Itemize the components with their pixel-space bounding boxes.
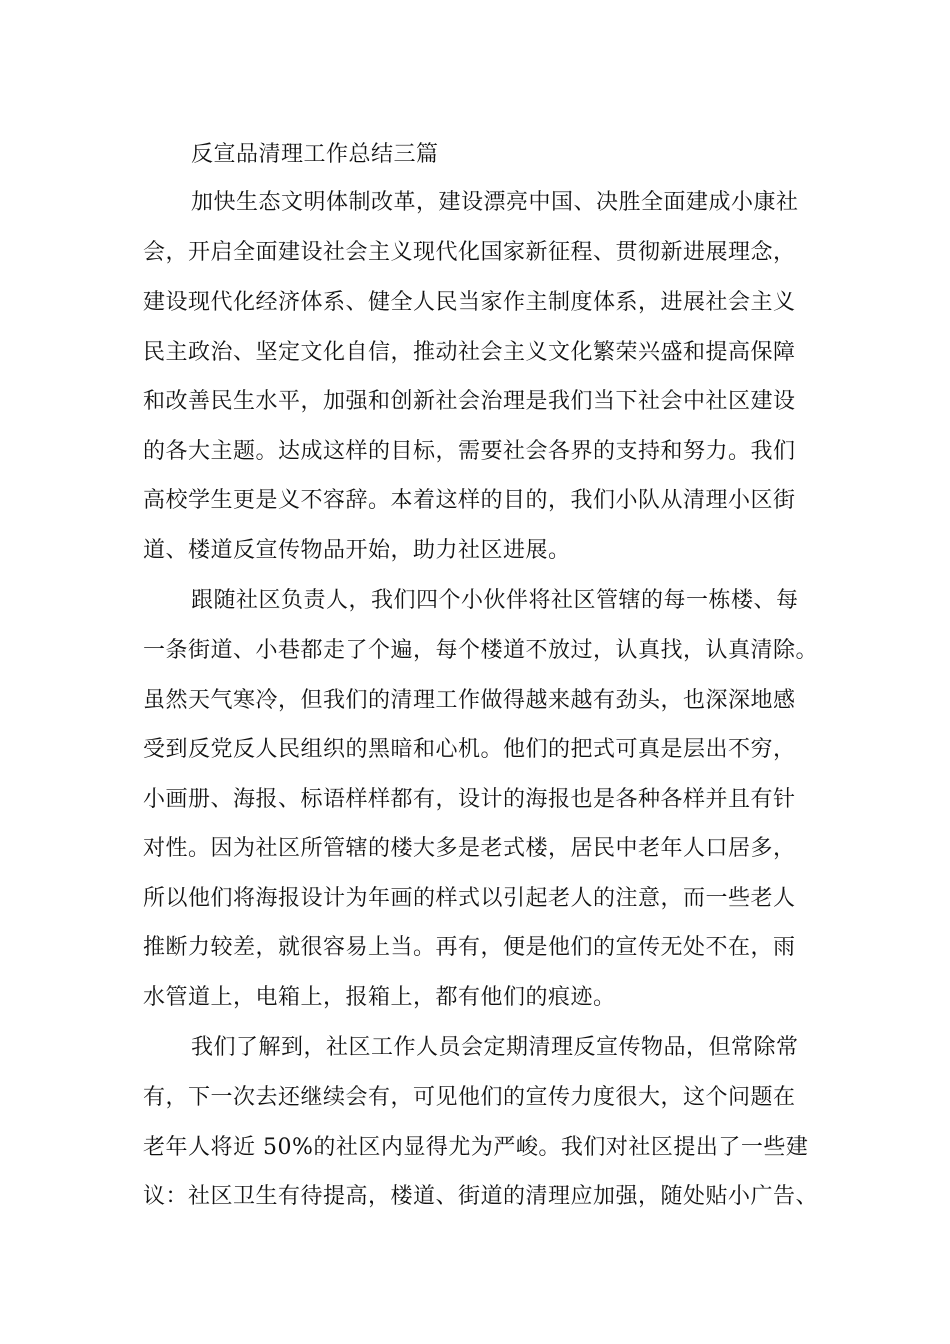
text-line: 跟随社区负责人，我们四个小伙伴将社区管辖的每一栋楼、每 <box>191 588 799 613</box>
text-line: 一条街道、小巷都走了个遍，每个楼道不放过，认真找，认真清除。 <box>143 638 819 663</box>
text-line: 加快生态文明体制改革，建设漂亮中国、决胜全面建成小康社 <box>191 190 799 215</box>
text-line: 虽然天气寒冷，但我们的清理工作做得越来越有劲头，也深深地感 <box>143 688 796 713</box>
text-line: 小画册、海报、标语样样都有，设计的海报也是各种各样并且有针 <box>143 787 796 812</box>
text-line: 有，下一次去还继续会有，可见他们的宣传力度很大，这个问题在 <box>143 1085 796 1110</box>
text-line: 所以他们将海报设计为年画的样式以引起老人的注意，而一些老人 <box>143 886 796 911</box>
text-line: 会，开启全面建设社会主义现代化国家新征程、贯彻新进展理念， <box>143 240 796 265</box>
text-line: 的各大主题。达成这样的目标，需要社会各界的支持和努力。我们 <box>143 439 796 464</box>
text-line: 受到反党反人民组织的黑暗和心机。他们的把式可真是层出不穷， <box>143 737 796 762</box>
text-line: 民主政治、坚定文化自信，推动社会主义文化繁荣兴盛和提高保障 <box>143 340 796 365</box>
text-line: 推断力较差，就很容易上当。再有，便是他们的宣传无处不在，雨 <box>143 935 796 960</box>
text-line: 道、楼道反宣传物品开始，助力社区进展。 <box>143 538 571 563</box>
text-line: 和改善民生水平，加强和创新社会治理是我们当下社会中社区建设 <box>143 389 796 414</box>
text-line: 建设现代化经济体系、健全人民当家作主制度体系，进展社会主义 <box>143 290 796 315</box>
text-line: 水管道上，电箱上，报箱上，都有他们的痕迹。 <box>143 985 616 1010</box>
text-line: 对性。因为社区所管辖的楼大多是老式楼，居民中老年人口居多， <box>143 836 796 861</box>
text-line: 老年人将近 50%的社区内显得尤为严峻。我们对社区提出了一些建 <box>143 1135 809 1160</box>
text-line: 议：社区卫生有待提高，楼道、街道的清理应加强，随处贴小广告、 <box>143 1184 819 1209</box>
text-line: 我们了解到，社区工作人员会定期清理反宣传物品，但常除常 <box>191 1035 799 1060</box>
document-title: 反宣品清理工作总结三篇 <box>191 142 439 167</box>
text-line: 高校学生更是义不容辞。本着这样的目的，我们小队从清理小区街 <box>143 488 796 513</box>
